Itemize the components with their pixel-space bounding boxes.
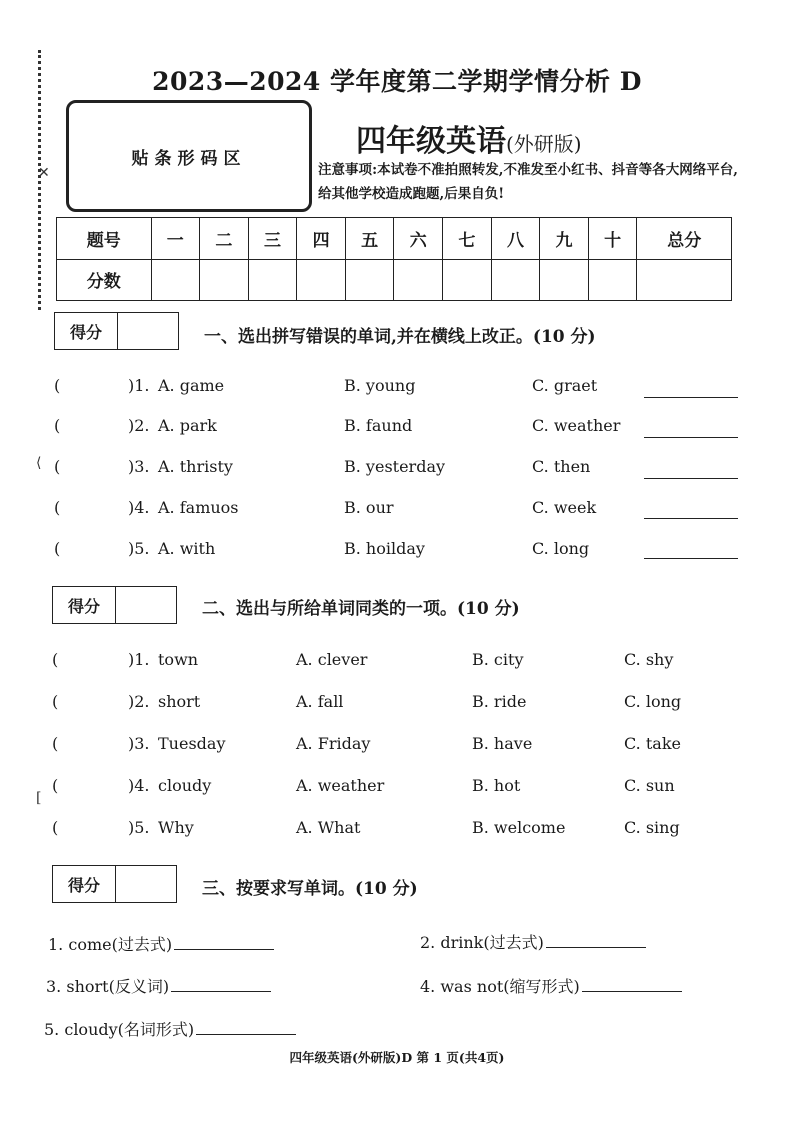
section-score-box xyxy=(52,586,177,624)
fill-prompt: 2. drink(过去式) xyxy=(420,933,544,952)
question-number: )5. xyxy=(128,818,150,837)
question-number: )4. xyxy=(128,498,150,517)
correction-line[interactable] xyxy=(644,477,738,479)
option-c: C. long xyxy=(624,692,682,711)
correction-line[interactable] xyxy=(644,557,738,559)
score-input-cell[interactable] xyxy=(491,259,540,301)
section-score-box xyxy=(52,865,177,903)
answer-paren[interactable]: ( xyxy=(54,457,61,476)
score-input-cell[interactable] xyxy=(248,259,297,301)
score-table-cell: 九 xyxy=(540,218,589,260)
correction-line[interactable] xyxy=(644,396,738,398)
margin-mark: [ xyxy=(36,790,42,806)
score-box-blank[interactable] xyxy=(116,587,176,623)
subject-edition: (外研版) xyxy=(506,132,582,156)
option-a: A. fall xyxy=(296,692,344,711)
answer-line[interactable] xyxy=(582,975,682,992)
question-number: )1. xyxy=(128,650,150,669)
section-title: 三、按要求写单词。(10 分) xyxy=(202,879,418,899)
option-a: A. park xyxy=(158,416,217,435)
option-a: A. What xyxy=(296,818,361,837)
option-c: C. graet xyxy=(532,376,598,395)
margin-mark: ✕ xyxy=(38,165,50,181)
question-row xyxy=(0,776,794,800)
question-number: )3. xyxy=(128,457,150,476)
score-input-cell[interactable] xyxy=(151,259,200,301)
question-number: )2. xyxy=(128,416,150,435)
question-row xyxy=(0,734,794,758)
given-word: short xyxy=(158,692,201,711)
option-c: C. week xyxy=(532,498,597,517)
score-table-header-row xyxy=(57,218,732,260)
score-table-cell: 八 xyxy=(491,218,540,260)
score-input-cell[interactable] xyxy=(540,259,589,301)
score-table-cell: 三 xyxy=(248,218,297,260)
answer-line[interactable] xyxy=(171,975,271,992)
option-a: A. with xyxy=(158,539,216,558)
answer-line[interactable] xyxy=(174,933,274,950)
fill-item xyxy=(48,932,274,955)
option-b: B. hoilday xyxy=(344,539,425,558)
answer-paren[interactable]: ( xyxy=(52,734,59,753)
exam-title: 2023—2024 学年度第二学期学情分析 D xyxy=(152,67,642,96)
score-table-score-row xyxy=(57,259,732,301)
option-a: A. clever xyxy=(296,650,368,669)
score-box-blank[interactable] xyxy=(118,313,178,349)
option-a: A. weather xyxy=(296,776,385,795)
answer-paren[interactable]: ( xyxy=(52,650,59,669)
answer-line[interactable] xyxy=(546,931,646,948)
option-b: B. hot xyxy=(472,776,521,795)
given-word: Why xyxy=(158,818,194,837)
option-b: B. yesterday xyxy=(344,457,446,476)
answer-paren[interactable]: ( xyxy=(54,539,61,558)
given-word: Tuesday xyxy=(158,734,226,753)
given-word: cloudy xyxy=(158,776,212,795)
answer-line[interactable] xyxy=(196,1018,296,1035)
score-input-cell[interactable] xyxy=(345,259,394,301)
score-box-label: 得分 xyxy=(53,587,116,623)
option-b: B. ride xyxy=(472,692,527,711)
question-number: )5. xyxy=(128,539,150,558)
question-number: )2. xyxy=(128,692,150,711)
option-a: A. famuos xyxy=(158,498,239,517)
score-input-cell[interactable] xyxy=(394,259,443,301)
option-c: C. sing xyxy=(624,818,680,837)
score-table-cell: 一 xyxy=(151,218,200,260)
score-input-cell[interactable] xyxy=(637,259,732,301)
option-b: B. welcome xyxy=(472,818,566,837)
question-row xyxy=(0,650,794,674)
answer-paren[interactable]: ( xyxy=(52,818,59,837)
section-title: 二、选出与所给单词同类的一项。(10 分) xyxy=(202,599,520,619)
option-b: B. faund xyxy=(344,416,413,435)
option-a: A. game xyxy=(158,376,225,395)
score-box-blank[interactable] xyxy=(116,866,176,902)
answer-paren[interactable]: ( xyxy=(54,416,61,435)
option-c: C. long xyxy=(532,539,590,558)
fill-prompt: 5. cloudy(名词形式) xyxy=(44,1020,195,1039)
fill-prompt: 1. come(过去式) xyxy=(48,935,173,954)
option-b: B. young xyxy=(344,376,416,395)
question-number: )4. xyxy=(128,776,150,795)
fill-prompt: 4. was not(缩写形式) xyxy=(420,977,580,996)
option-b: B. have xyxy=(472,734,533,753)
score-table-cell: 分数 xyxy=(57,259,152,301)
fill-item xyxy=(420,930,646,953)
question-number: )3. xyxy=(128,734,150,753)
option-c: C. shy xyxy=(624,650,674,669)
option-c: C. weather xyxy=(532,416,621,435)
score-table-cell: 四 xyxy=(297,218,346,260)
score-box-label: 得分 xyxy=(55,313,118,349)
option-c: C. take xyxy=(624,734,681,753)
score-table-cell: 七 xyxy=(443,218,492,260)
section-title: 一、选出拼写错误的单词,并在横线上改正。(10 分) xyxy=(204,327,596,347)
score-table-cell: 总分 xyxy=(637,218,732,260)
score-box-label: 得分 xyxy=(53,866,116,902)
score-table-cell: 五 xyxy=(345,218,394,260)
correction-line[interactable] xyxy=(644,436,738,438)
answer-paren[interactable]: ( xyxy=(54,498,61,517)
margin-mark: ⟨ xyxy=(36,455,42,471)
question-row xyxy=(0,818,794,842)
question-number: )1. xyxy=(128,376,150,395)
correction-line[interactable] xyxy=(644,517,738,519)
given-word: town xyxy=(158,650,199,669)
score-table-cell: 题号 xyxy=(57,218,152,260)
score-table xyxy=(56,217,732,301)
option-a: A. thristy xyxy=(158,457,233,476)
fill-item xyxy=(420,974,682,997)
score-input-cell[interactable] xyxy=(443,259,492,301)
option-c: C. then xyxy=(532,457,591,476)
answer-paren[interactable]: ( xyxy=(54,376,61,395)
score-table-cell: 六 xyxy=(394,218,443,260)
answer-paren[interactable]: ( xyxy=(52,776,59,795)
barcode-area: 贴条形码区 xyxy=(66,100,312,212)
subject-title xyxy=(356,116,582,160)
score-input-cell[interactable] xyxy=(200,259,249,301)
option-b: B. city xyxy=(472,650,524,669)
section-score-box xyxy=(54,312,179,350)
score-input-cell[interactable] xyxy=(297,259,346,301)
option-a: A. Friday xyxy=(296,734,371,753)
score-table-cell: 十 xyxy=(588,218,637,260)
score-input-cell[interactable] xyxy=(588,259,637,301)
notice-text: 注意事项:本试卷不准拍照转发,不准发至小红书、抖音等各大网络平台,给其他学校造成跑题,后果自负! xyxy=(318,162,738,202)
subject-name: 四年级英语 xyxy=(356,124,506,159)
score-table-cell: 二 xyxy=(200,218,249,260)
option-c: C. sun xyxy=(624,776,675,795)
page-footer: 四年级英语(外研版)D 第 1 页(共4页) xyxy=(289,1050,505,1065)
option-b: B. our xyxy=(344,498,394,517)
question-row xyxy=(0,692,794,716)
fill-item xyxy=(46,974,271,997)
answer-paren[interactable]: ( xyxy=(52,692,59,711)
fill-prompt: 3. short(反义词) xyxy=(46,977,170,996)
fill-item xyxy=(44,1017,296,1040)
question-row xyxy=(0,539,794,563)
